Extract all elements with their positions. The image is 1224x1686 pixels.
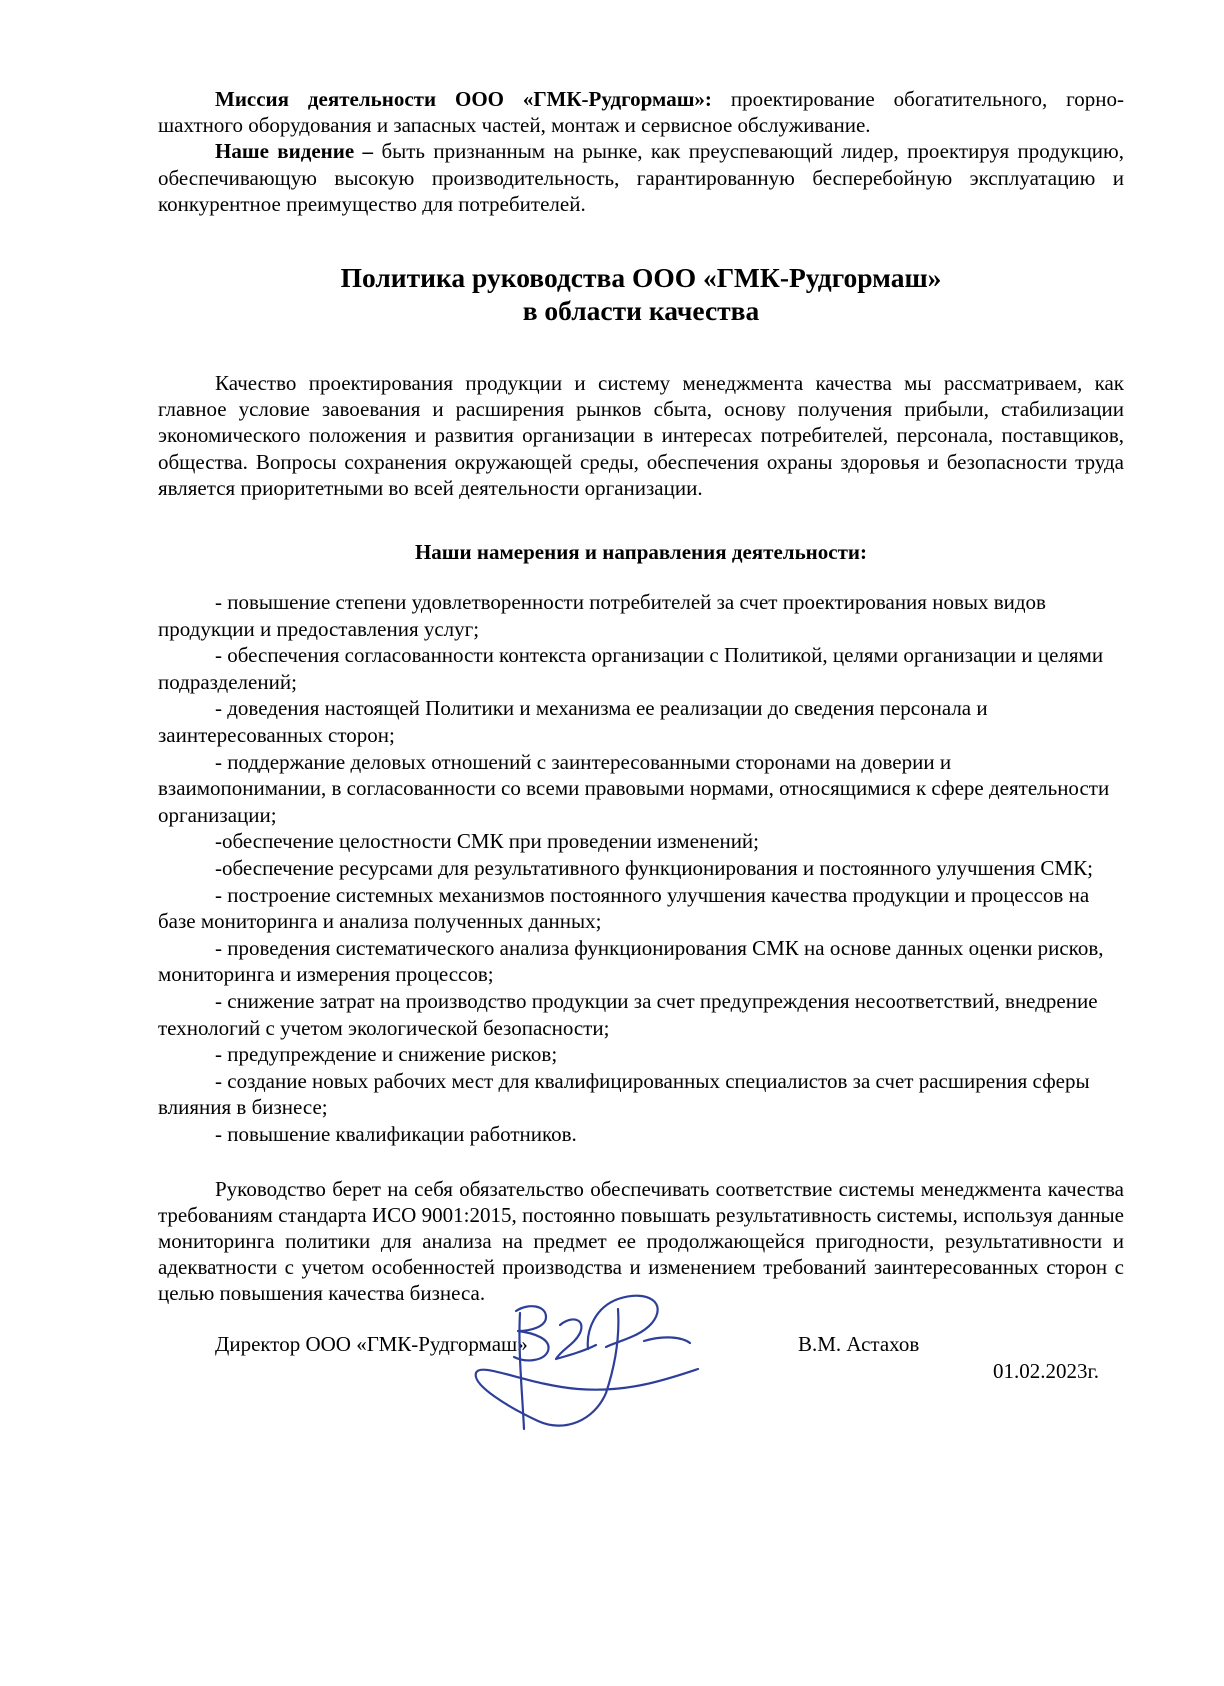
- list-item: - повышение степени удовлетворенности потребителей за счет проектирования новых видов продукции и предоставления услуг;: [158, 590, 1046, 641]
- list-item: - предупреждение и снижение рисков;: [215, 1042, 558, 1067]
- list-item: -обеспечение целостности СМК при проведении изменений;: [215, 829, 760, 854]
- signatory-position: Директор ООО «ГМК-Рудгормаш»: [215, 1331, 528, 1356]
- document-date: 01.02.2023г.: [993, 1358, 1099, 1383]
- vision-paragraph: [158, 138, 1124, 217]
- list-item: - обеспечения согласованности контекста организации с Политикой, целями организации и целями подразделений;: [158, 643, 1104, 694]
- list-item: - поддержание деловых отношений с заинтересованными сторонами на доверии и взаимопонимании, в согласованности со всеми правовыми нормами, относящимися к сфере деятельности организации;: [158, 749, 1110, 827]
- list-item: - доведения настоящей Политики и механизма ее реализации до сведения персонала и заинтересованных сторон;: [158, 696, 988, 747]
- handwritten-signature: [468, 1289, 778, 1439]
- signature-block: [158, 1331, 1124, 1451]
- intentions-list: [158, 589, 1124, 1147]
- list-item: - снижение затрат на производство продукции за счет предупреждения несоответствий, внедрение технологий с учетом экологической безопасности;: [158, 988, 1098, 1040]
- intentions-heading: Наши намерения и направления деятельности:: [414, 540, 868, 565]
- document-title: [158, 261, 1124, 327]
- title-line-1: Политика руководства ООО «ГМК-Рудгормаш»: [340, 262, 942, 294]
- signatory-name: В.М. Астахов: [798, 1331, 920, 1356]
- list-item: - повышение квалификации работников.: [215, 1121, 577, 1146]
- intro-paragraph: Качество проектирования продукции и систему менеджмента качества мы рассматриваем, как главное условие завоевания и расширения рынков сбыта, основу получения прибыли, стабилизации экономического положения и развития организации в интересах потребителей, персонала, поставщиков, общества. Вопросы сохранения окружающей среды, обеспечения охраны здоровья и безопасности труда является приоритетными во всей деятельности организации.: [158, 371, 1124, 500]
- vision-label: Наше видение –: [215, 139, 374, 164]
- list-item: -обеспечение ресурсами для результативного функционирования и постоянного улучшения СМК;: [215, 855, 1093, 880]
- mission-text: проектирование обогатительного, горно-шахтного оборудования и запасных частей, монтаж и сервисное обслуживание.: [158, 87, 1124, 138]
- list-item: - проведения систематического анализа функционирования СМК на основе данных оценки рисков, мониторинга и измерения процессов;: [158, 935, 1104, 987]
- list-item: - создание новых рабочих мест для квалифицированных специалистов за счет расширения сферы влияния в бизнесе;: [158, 1068, 1090, 1120]
- title-line-2: в области качества: [522, 295, 760, 327]
- mission-label: Миссия деятельности ООО «ГМК-Рудгормаш»:: [215, 87, 712, 111]
- commitment-paragraph: Руководство берет на себя обязательство обеспечивать соответствие системы менеджмента качества требованиям стандарта ИСО 9001:2015, постоянно повышать результативность системы, используя данные мониторинга политики для анализа на предмет ее продолжающейся пригодности, результативности и адекватности с учетом особенностей производства и изменением требований заинтересованных сторон с целью повышения качества бизнеса.: [158, 1176, 1124, 1306]
- vision-text: быть признанным на рынке, как преуспевающий лидер, проектируя продукцию, обеспечивающую высокую производительность, гарантированную бесперебойную эксплуатацию и конкурентное преимущество для потребителей.: [158, 139, 1124, 216]
- list-item: - построение системных механизмов постоянного улучшения качества продукции и процессов на базе мониторинга и анализа полученных данных;: [158, 882, 1090, 934]
- mission-paragraph: [158, 86, 1124, 138]
